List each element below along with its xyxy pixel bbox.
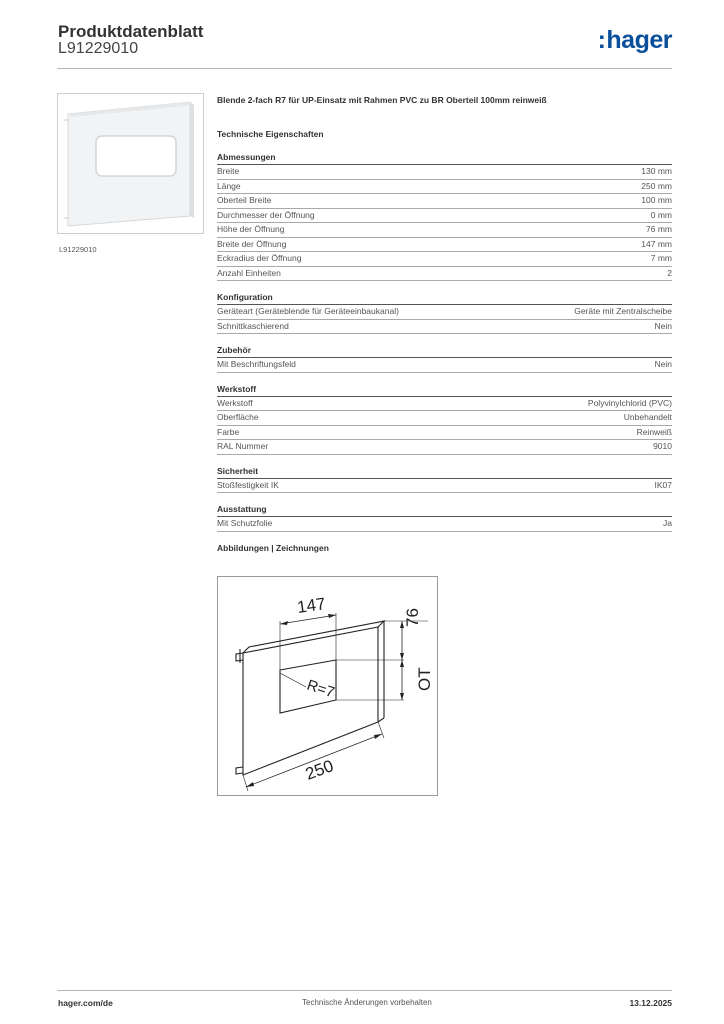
page-title: Produktdatenblatt	[58, 22, 204, 41]
property-label: Werkstoff	[217, 397, 253, 408]
property-value: 100 mm	[641, 195, 672, 205]
dim-width-label: 147	[295, 594, 327, 617]
property-label: Breite der Öffnung	[217, 238, 287, 249]
product-thumbnail	[57, 93, 204, 234]
property-row	[217, 440, 672, 455]
section-werkstoff	[217, 384, 672, 455]
dim-height-label: 76	[403, 608, 422, 627]
property-label: Anzahl Einheiten	[217, 267, 281, 278]
dim-length-label: 250	[302, 756, 337, 784]
property-label: Länge	[217, 180, 241, 191]
property-row	[217, 397, 672, 412]
property-label: Oberfläche	[217, 412, 259, 422]
section-sicherheit	[217, 466, 672, 494]
section-konfiguration	[217, 292, 672, 334]
property-row	[217, 358, 672, 373]
hager-logo[interactable]	[598, 26, 672, 55]
property-value: 7 mm	[650, 253, 672, 263]
cover-plate-image-icon	[58, 94, 203, 233]
property-label: Farbe	[217, 426, 240, 437]
property-row	[217, 320, 672, 335]
dimension-drawing	[218, 577, 437, 795]
property-label: Stoßfestigkeit IK	[217, 479, 279, 490]
property-value: IK07	[654, 479, 672, 490]
property-label: Geräteart (Geräteblende für Geräteeinbaukanal)	[217, 306, 399, 316]
logo-colon-icon: :	[597, 26, 606, 54]
header-divider	[57, 68, 672, 69]
dim-radius-label: R=7	[304, 676, 337, 702]
property-value: Geräte mit Zentralscheibe	[574, 306, 672, 316]
section-title: Konfiguration	[217, 292, 672, 305]
property-label: Höhe der Öffnung	[217, 224, 285, 234]
section-title: Werkstoff	[217, 384, 672, 397]
technical-properties-heading: Technische Eigenschaften	[217, 129, 324, 139]
property-row	[217, 411, 672, 426]
property-value: 9010	[653, 441, 672, 451]
logo-text: hager	[606, 26, 672, 54]
property-label: RAL Nummer	[217, 441, 269, 451]
section-title: Ausstattung	[217, 504, 672, 517]
property-row	[217, 252, 672, 267]
property-row	[217, 305, 672, 320]
property-value: 147 mm	[641, 238, 672, 249]
property-label: Oberteil Breite	[217, 195, 272, 205]
property-value: 130 mm	[641, 166, 672, 176]
property-row	[217, 426, 672, 441]
plate-outline	[243, 627, 378, 775]
section-zubeh-r	[217, 345, 672, 373]
property-value: Unbehandelt	[623, 412, 672, 422]
footer-date: 13.12.2025	[629, 998, 672, 1008]
images-heading: Abbildungen | Zeichnungen	[217, 542, 329, 553]
property-label: Mit Schutzfolie	[217, 518, 273, 528]
property-row	[217, 479, 672, 494]
property-label: Durchmesser der Öffnung	[217, 209, 315, 220]
section-title: Zubehör	[217, 345, 672, 358]
product-details	[217, 95, 672, 553]
property-value: 250 mm	[641, 180, 672, 191]
property-value: Ja	[663, 518, 672, 528]
property-row	[217, 267, 672, 282]
thumbnail-caption: L91229010	[59, 245, 97, 254]
property-row	[217, 165, 672, 180]
technical-drawing	[217, 576, 438, 796]
property-row	[217, 238, 672, 253]
property-value: 2	[667, 267, 672, 278]
property-value: 76 mm	[646, 224, 672, 234]
property-label: Breite	[217, 166, 240, 176]
property-row	[217, 223, 672, 238]
property-value: 0 mm	[650, 209, 672, 220]
property-label: Schnittkaschierend	[217, 320, 289, 331]
section-title: Abmessungen	[217, 152, 672, 165]
footer-divider	[57, 990, 672, 991]
property-row	[217, 517, 672, 532]
property-value: Nein	[654, 359, 672, 369]
property-label: Eckradius der Öffnung	[217, 253, 302, 263]
property-sections	[217, 152, 672, 532]
dim-ot-label: OT	[415, 667, 434, 691]
section-ausstattung	[217, 504, 672, 532]
property-value: Polyvinylchlorid (PVC)	[587, 397, 672, 408]
section-title: Sicherheit	[217, 466, 672, 479]
property-value: Nein	[654, 320, 672, 331]
property-row	[217, 194, 672, 209]
product-title: Blende 2-fach R7 für UP-Einsatz mit Rahmen PVC zu BR Oberteil 100mm reinweiß	[217, 95, 547, 105]
property-row	[217, 180, 672, 195]
property-row	[217, 209, 672, 224]
product-code: L91229010	[58, 40, 139, 57]
property-label: Mit Beschriftungsfeld	[217, 359, 296, 369]
footer-website-link[interactable]: hager.com/de	[58, 998, 113, 1008]
footer-disclaimer: Technische Änderungen vorbehalten	[302, 998, 432, 1007]
property-value: Reinweiß	[636, 426, 672, 437]
section-abmessungen	[217, 152, 672, 281]
